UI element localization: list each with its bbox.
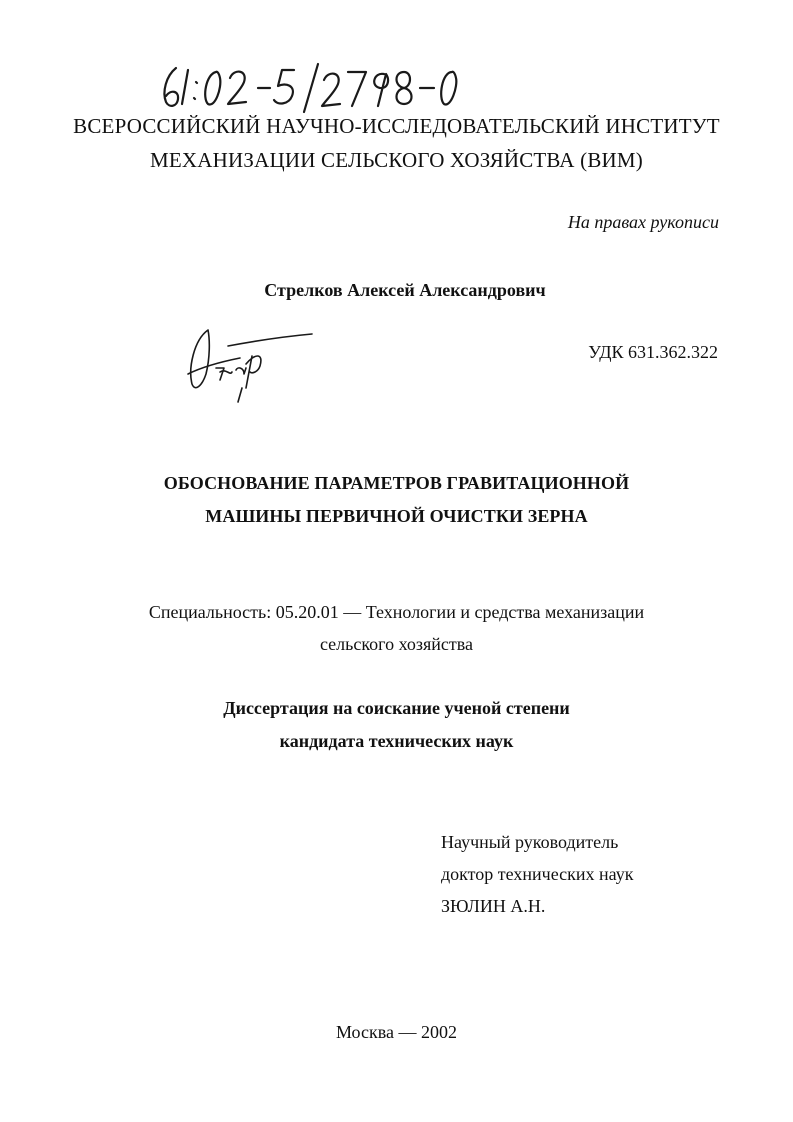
specialty-line1: Специальность: 05.20.01 — Технологии и средства механизации [148,602,645,622]
supervisor-degree: доктор технических наук [441,864,634,884]
specialty-line2: сельского хозяйства [319,634,474,654]
dissertation-degree-line1: Диссертация на соискание ученой степени [223,698,570,718]
supervisor-block [441,826,634,922]
supervisor-role: Научный руководитель [441,832,619,852]
handwritten-archive-code [158,58,458,118]
dissertation-title-line1: ОБОСНОВАНИЕ ПАРАМЕТРОВ ГРАВИТАЦИОННОЙ [163,473,630,493]
city-year: Москва — 2002 [336,1022,457,1042]
dissertation-title-line2: МАШИНЫ ПЕРВИЧНОЙ ОЧИСТКИ ЗЕРНА [205,506,588,526]
manuscript-rights-note: На правах рукописи [567,212,719,232]
dissertation-degree-line2: кандидата технических наук [279,731,514,751]
handwritten-signature [180,318,320,403]
signature-image [180,318,320,403]
udk-code: УДК 631.362.322 [588,342,718,362]
handwritten-code-image [158,58,458,118]
author-name: Стрелков Алексей Александрович [264,280,546,300]
institute-name-line1: ВСЕРОССИЙСКИЙ НАУЧНО-ИССЛЕДОВАТЕЛЬСКИЙ ИНСТИТУТ [73,114,720,138]
supervisor-name: ЗЮЛИН А.Н. [441,896,546,916]
institute-name-line2: МЕХАНИЗАЦИИ СЕЛЬСКОГО ХОЗЯЙСТВА (ВИМ) [150,148,643,172]
